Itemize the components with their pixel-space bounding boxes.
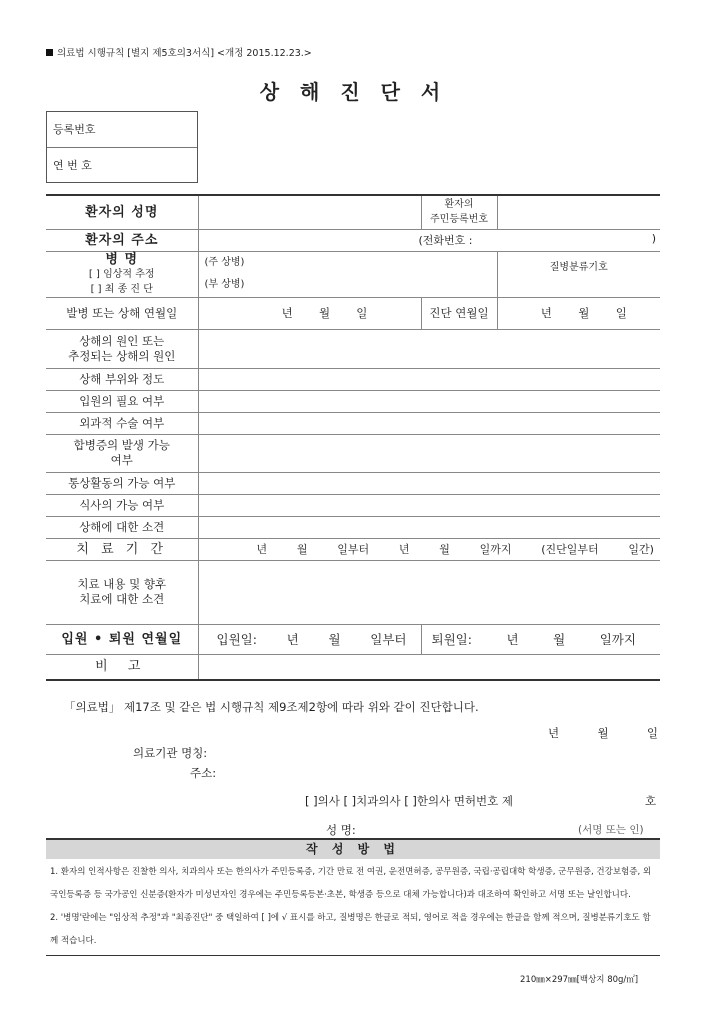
sub-disease-label: (부 상병) xyxy=(204,279,245,290)
period-start-year: 년 xyxy=(256,543,268,556)
treatment-period-row xyxy=(46,538,660,560)
registration-number-label: 등록번호 xyxy=(53,123,96,136)
discharge-year: 년 xyxy=(506,632,519,647)
diag-year: 년 xyxy=(540,306,552,320)
instructions-title: 작 성 방 법 xyxy=(46,838,660,859)
document-title: 상 해 진 단 서 xyxy=(259,80,448,104)
treatment-content-field[interactable] xyxy=(198,560,660,624)
diagnosis-form-table xyxy=(46,194,660,681)
discharge-date-field[interactable] xyxy=(421,624,660,654)
injury-cause-label-line2: 추정되는 상해의 원인 xyxy=(68,348,176,363)
period-start-day: 일부터 xyxy=(337,543,370,556)
form-header xyxy=(46,45,312,59)
diag-date-field[interactable] xyxy=(497,297,660,329)
remarks-field[interactable] xyxy=(198,654,660,680)
disease-row xyxy=(46,251,660,297)
onset-day: 일 xyxy=(356,306,368,320)
rrn-label xyxy=(421,195,497,229)
patient-address-field[interactable] xyxy=(198,229,660,251)
onset-month: 월 xyxy=(318,306,331,320)
meal-label: 식사의 가능 여부 xyxy=(46,494,198,516)
paper-spec: 210㎜×297㎜[백상지 80g/㎡] xyxy=(520,975,639,985)
patient-address-label: 환자의 주소 xyxy=(46,229,198,251)
diag-month: 월 xyxy=(578,306,590,320)
injury-opinion-row xyxy=(46,516,660,538)
remarks-label: 비 고 xyxy=(46,654,198,680)
injury-site-field[interactable] xyxy=(198,368,660,390)
license-line[interactable] xyxy=(305,793,657,809)
signer-name-label: 성 명: xyxy=(326,823,356,837)
injury-opinion-label: 상해에 대한 소견 xyxy=(46,516,198,538)
diag-date-label: 진단 연월일 xyxy=(421,297,497,329)
injury-cause-row xyxy=(46,329,660,368)
treatment-content-label xyxy=(46,560,198,624)
daily-activity-field[interactable] xyxy=(198,472,660,494)
final-diagnosis-checkbox[interactable]: [ ] 최 종 진 단 xyxy=(90,283,153,295)
period-end-month: 월 xyxy=(439,543,450,556)
admission-date-label: 입원일: xyxy=(216,632,257,647)
onset-year: 년 xyxy=(281,306,293,320)
remarks-row xyxy=(46,654,660,680)
period-days: 일간) xyxy=(628,543,654,556)
period-start-month: 월 xyxy=(296,543,308,556)
injury-cause-label-line1: 상해의 원인 또는 xyxy=(79,333,165,348)
registration-box xyxy=(46,111,198,183)
patient-address-row xyxy=(46,229,660,251)
disease-code-label: 질병분류기호 xyxy=(549,261,608,273)
disease-label: 병 명 xyxy=(105,251,139,267)
period-from-diagnosis: (진단일부터 xyxy=(541,543,599,556)
onset-date-field[interactable] xyxy=(198,297,421,329)
surgery-field[interactable] xyxy=(198,412,660,434)
institution-name-label: 의료기관 명칭: xyxy=(133,746,208,760)
instructions-box xyxy=(46,838,660,956)
onset-date-label: 발병 또는 상해 연월일 xyxy=(46,297,198,329)
discharge-month: 월 xyxy=(553,632,566,647)
injury-opinion-field[interactable] xyxy=(198,516,660,538)
surgery-row xyxy=(46,412,660,434)
square-bullet-icon xyxy=(46,49,53,56)
period-end-day: 일까지 xyxy=(479,543,512,556)
serial-number-label: 연 번 호 xyxy=(53,159,92,172)
daily-activity-label: 통상활동의 가능 여부 xyxy=(46,472,198,494)
disease-name-field[interactable] xyxy=(198,251,497,297)
signature-note: (서명 또는 인) xyxy=(578,824,644,836)
admission-row xyxy=(46,624,660,654)
complication-field[interactable] xyxy=(198,434,660,472)
injury-cause-field[interactable] xyxy=(198,329,660,368)
doctor-type-checkboxes[interactable]: [ ]의사 [ ]치과의사 [ ]한의사 면허번호 제 xyxy=(305,794,514,808)
complication-label-line2: 여부 xyxy=(110,453,133,467)
meal-field[interactable] xyxy=(198,494,660,516)
complication-label xyxy=(46,434,198,472)
instruction-item-2: 2. '병명'란에는 "임상적 추정"과 "최종진단" 중 택일하여 [ ]에 √ 표시를 하고, 질병명은 한글로 적되, 영어로 적을 경우에는 한글을 함께 적으며, 질병분류기호도 함께 적습니다. xyxy=(50,913,651,946)
surgery-label: 외과적 수술 여부 xyxy=(46,412,198,434)
issue-year: 년 xyxy=(548,726,560,740)
injury-cause-label xyxy=(46,329,198,368)
discharge-date-label: 퇴원일: xyxy=(431,632,472,647)
treatment-period-field[interactable] xyxy=(198,538,660,560)
phone-close: ) xyxy=(651,232,656,245)
rrn-field[interactable] xyxy=(497,195,660,229)
rrn-label-line2: 주민등록번호 xyxy=(430,214,488,226)
injury-site-label: 상해 부위와 정도 xyxy=(46,368,198,390)
main-disease-label: (주 상병) xyxy=(204,257,245,268)
diag-day: 일 xyxy=(615,306,627,320)
form-header-text: 의료법 시행규칙 [별지 제5호의3서식] <개정 2015.12.23.> xyxy=(57,48,312,59)
admission-year: 년 xyxy=(286,632,299,647)
serial-number-field[interactable] xyxy=(47,147,197,182)
patient-name-label: 환자의 성명 xyxy=(46,195,198,229)
institution-address-label: 주소: xyxy=(190,766,217,780)
rrn-label-line1: 환자의 xyxy=(444,199,474,211)
issue-day: 일 xyxy=(646,726,658,740)
injury-site-row xyxy=(46,368,660,390)
complication-label-line1: 합병증의 발생 가능 xyxy=(73,438,170,452)
complication-row xyxy=(46,434,660,472)
admission-day: 일부터 xyxy=(370,632,407,647)
treatment-content-label-line1: 치료 내용 및 향후 xyxy=(77,577,167,591)
instructions-body xyxy=(46,859,660,956)
disease-label-cell xyxy=(46,251,198,297)
issue-month: 월 xyxy=(597,726,609,740)
issue-date[interactable] xyxy=(548,725,658,741)
hospitalization-need-label: 입원의 필요 여부 xyxy=(46,390,198,412)
admission-date-field[interactable] xyxy=(198,624,421,654)
onset-date-row xyxy=(46,297,660,329)
treatment-content-label-line2: 치료에 대한 소견 xyxy=(79,592,165,606)
daily-activity-row xyxy=(46,472,660,494)
certification-statement: 「의료법」 제17조 및 같은 법 시행규칙 제9조제2항에 따라 위와 같이 진단합니다. xyxy=(64,700,479,714)
patient-name-row xyxy=(46,195,660,229)
instruction-item-1: 1. 환자의 인적사항은 진찰한 의사, 치과의사 또는 한의사가 주민등록증, 기간 만료 전 여권, 운전면허증, 공무원증, 국립·공립대학 학생증, 군무원증, 건강보험증, 외국인등록증 등 국가공인 신분증(환자가 미성년자인 경우에는 주민등록등본·초본, 학생증 등으로 대체 가능합니다)과 대조하여 확인하고 서명 또는 날인합니다. xyxy=(50,867,652,900)
admission-month: 월 xyxy=(328,632,341,647)
registration-number-field[interactable] xyxy=(47,112,197,147)
period-end-year: 년 xyxy=(398,543,410,556)
phone-label: (전화번호 : xyxy=(418,234,473,247)
meal-row xyxy=(46,494,660,516)
admission-label: 입원 • 퇴원 연월일 xyxy=(46,624,198,654)
treatment-period-label: 치 료 기 간 xyxy=(46,538,198,560)
disease-code-field[interactable] xyxy=(497,251,660,297)
hospitalization-need-row xyxy=(46,390,660,412)
discharge-day: 일까지 xyxy=(599,632,636,647)
hospitalization-need-field[interactable] xyxy=(198,390,660,412)
clinical-estimate-checkbox[interactable]: [ ] 임상적 추정 xyxy=(88,268,155,280)
license-ho: 호 xyxy=(645,794,657,808)
patient-name-field[interactable] xyxy=(198,195,421,229)
treatment-content-row xyxy=(46,560,660,624)
